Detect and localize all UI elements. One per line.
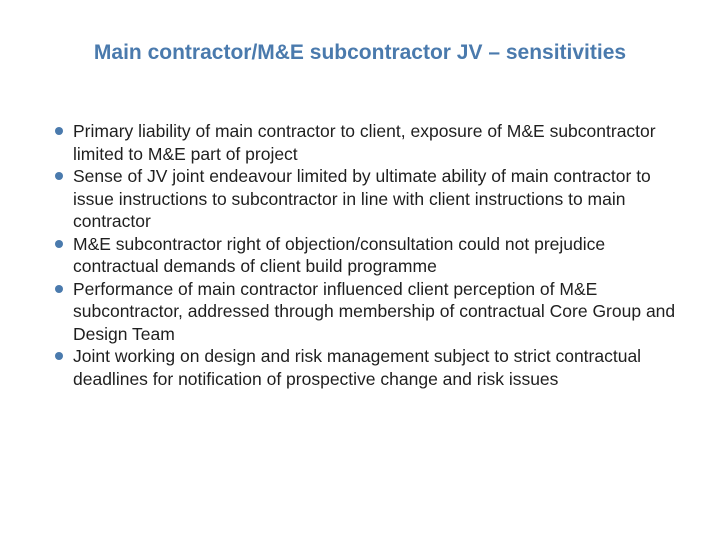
bullet-item xyxy=(54,345,694,390)
bullet-item xyxy=(54,278,694,346)
bullet-dot-icon xyxy=(55,352,63,360)
bullet-dot-icon xyxy=(55,172,63,180)
bullet-dot-icon xyxy=(55,127,63,135)
bullet-text: Performance of main contractor influenced client perception of M&E subcontractor, addressed through membership of contractual Core Group and Design Team xyxy=(73,278,676,344)
bullet-item xyxy=(54,165,694,233)
bullet-list xyxy=(54,120,694,390)
bullet-dot-icon xyxy=(55,240,63,248)
bullet-text: Joint working on design and risk management subject to strict contractual deadlines for notification of prospective change and risk issues xyxy=(73,346,642,389)
bullet-text: M&E subcontractor right of objection/consultation could not prejudice contractual demands of client build programme xyxy=(73,233,606,276)
bullet-item xyxy=(54,233,694,278)
bullet-text: Primary liability of main contractor to client, exposure of M&E subcontractor limited to M&E part of project xyxy=(73,121,656,164)
bullet-item xyxy=(54,120,694,165)
bullet-text: Sense of JV joint endeavour limited by ultimate ability of main contractor to issue instructions to subcontractor in line with client instructions to main contractor xyxy=(73,166,651,231)
slide-title: Main contractor/M&E subcontractor JV – sensitivities xyxy=(93,41,627,64)
bullet-dot-icon xyxy=(55,285,63,293)
